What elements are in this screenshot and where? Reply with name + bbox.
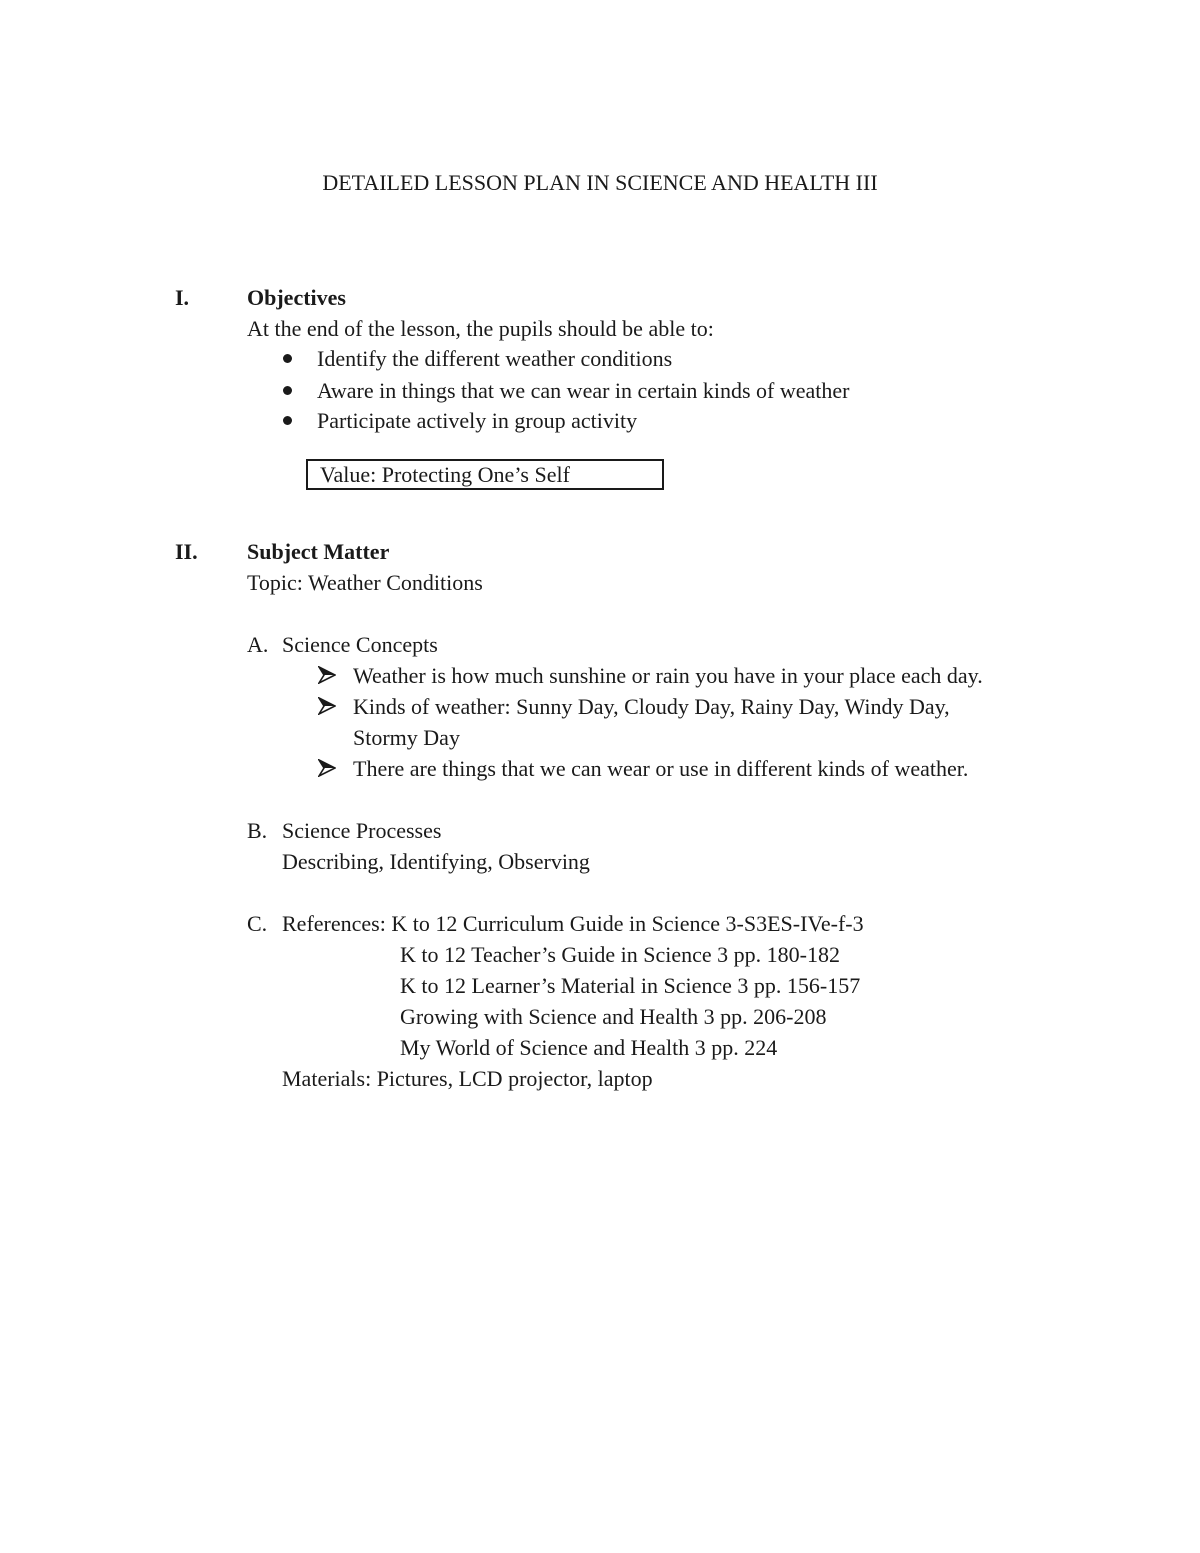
science-processes-detail: Describing, Identifying, Observing	[282, 849, 590, 874]
document-title: DETAILED LESSON PLAN IN SCIENCE AND HEALTH III	[322, 170, 878, 195]
objective-item: Identify the different weather conditions	[317, 346, 673, 371]
bullet-icon	[283, 386, 292, 395]
reference-item: Growing with Science and Health 3 pp. 206-208	[400, 1004, 827, 1029]
objectives-intro: At the end of the lesson, the pupils should be able to:	[247, 316, 714, 341]
concept-item: Kinds of weather: Sunny Day, Cloudy Day, Rainy Day, Windy Day,	[353, 694, 950, 719]
concept-item: There are things that we can wear or use in different kinds of weather.	[353, 756, 969, 781]
arrow-bullet-icon	[318, 759, 336, 777]
reference-item: K to 12 Learner’s Material in Science 3 pp. 156-157	[400, 973, 861, 998]
concept-item-continued: Stormy Day	[353, 725, 460, 750]
bullet-icon	[283, 416, 292, 425]
science-processes-letter: B.	[247, 818, 268, 843]
arrow-bullet-icon	[318, 666, 336, 684]
subject-matter-heading: Subject Matter	[247, 539, 390, 564]
subject-matter-numeral: II.	[175, 539, 198, 564]
bullet-icon	[283, 354, 292, 363]
science-concepts-label: Science Concepts	[282, 632, 438, 657]
objective-item: Aware in things that we can wear in certain kinds of weather	[317, 378, 850, 403]
references-letter: C.	[247, 911, 268, 936]
objective-item: Participate actively in group activity	[317, 408, 638, 433]
reference-item: K to 12 Teacher’s Guide in Science 3 pp. 180-182	[400, 942, 840, 967]
objectives-numeral: I.	[175, 285, 190, 310]
arrow-bullet-icon	[318, 697, 336, 715]
value-box	[306, 459, 664, 490]
topic-line: Topic: Weather Conditions	[247, 570, 483, 595]
value-text: Value: Protecting One’s Self	[320, 462, 570, 487]
reference-item: My World of Science and Health 3 pp. 224	[400, 1035, 778, 1060]
science-concepts-letter: A.	[247, 632, 269, 657]
references-label: References: K to 12 Curriculum Guide in Science 3-S3ES-IVe-f-3	[282, 911, 864, 936]
concept-item: Weather is how much sunshine or rain you have in your place each day.	[353, 663, 983, 688]
science-processes-label: Science Processes	[282, 818, 442, 843]
objectives-heading: Objectives	[247, 285, 346, 310]
materials-line: Materials: Pictures, LCD projector, laptop	[282, 1066, 653, 1091]
